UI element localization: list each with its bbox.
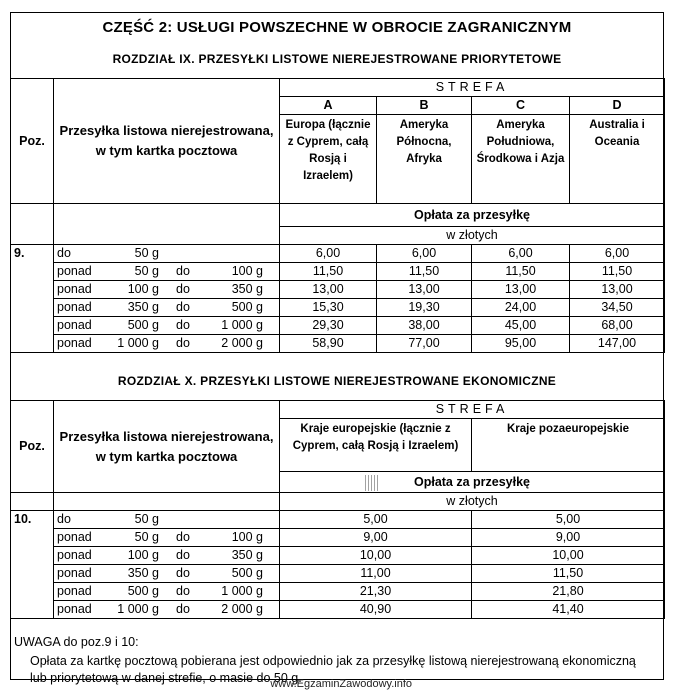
zone-letter: B (377, 97, 472, 115)
price-cell: 147,00 (570, 335, 665, 353)
price-cell: 41,40 (472, 601, 665, 619)
weight-range-part: 500 g (127, 584, 159, 598)
weight-range-part: 100 g (231, 264, 263, 278)
weight-range-part: 1 000 g (117, 336, 159, 350)
weight-range (54, 317, 280, 335)
watermark: www.EgzaminZawodowy.info (270, 678, 412, 690)
weight-range (54, 245, 280, 263)
weight-range-part: do (176, 336, 190, 350)
weight-range-part: do (176, 282, 190, 296)
table-row (11, 565, 665, 583)
weight-range-part: 350 g (231, 282, 263, 296)
price-cell: 19,30 (377, 299, 472, 317)
weight-range-part: 50 g (134, 264, 159, 278)
table-row (11, 299, 665, 317)
weight-range-part: ponad (57, 264, 92, 278)
weight-range-part: 100 g (127, 548, 159, 562)
weight-range (54, 529, 280, 547)
poz-number: 10. (11, 511, 54, 619)
weight-range-part: 1 000 g (221, 318, 263, 332)
price-cell: 11,50 (377, 263, 472, 281)
weight-range-part: 50 g (134, 512, 159, 526)
price-cell: 95,00 (472, 335, 570, 353)
table-row (11, 281, 665, 299)
price-cell: 24,00 (472, 299, 570, 317)
table-row (11, 529, 665, 547)
weight-range-part: do (176, 602, 190, 616)
poz-number: 9. (11, 245, 54, 353)
section-ix-title: ROZDZIAŁ IX. PRZESYŁKI LISTOWE NIEREJESTROWANE PRIORYTETOWE (112, 52, 562, 66)
price-cell: 34,50 (570, 299, 665, 317)
weight-range-part: 1 000 g (117, 602, 159, 616)
weight-range-part: 500 g (231, 300, 263, 314)
weight-range-part: ponad (57, 602, 92, 616)
price-cell: 29,30 (280, 317, 377, 335)
part-title: CZĘŚĆ 2: USŁUGI POWSZECHNE W OBROCIE ZAGRANICZNYM (102, 19, 572, 36)
poz-header: Poz. (11, 79, 54, 204)
weight-range (54, 547, 280, 565)
weight-range-part: ponad (57, 282, 92, 296)
zone-name: Ameryka Północna, Afryka (377, 115, 472, 204)
weight-range (54, 263, 280, 281)
weight-range-part: 50 g (134, 246, 159, 260)
strefa-header: STREFA (280, 401, 665, 419)
weight-range (54, 601, 280, 619)
weight-range-part: 100 g (127, 282, 159, 296)
zone-letter: D (570, 97, 665, 115)
weight-range-part: ponad (57, 530, 92, 544)
price-cell: 58,90 (280, 335, 377, 353)
weight-range-part: ponad (57, 548, 92, 562)
weight-range-part: ponad (57, 318, 92, 332)
price-cell: 6,00 (280, 245, 377, 263)
price-cell: 6,00 (472, 245, 570, 263)
weight-range-part: 2 000 g (221, 336, 263, 350)
price-cell: 40,90 (280, 601, 472, 619)
price-cell: 11,50 (570, 263, 665, 281)
zone-name: Kraje pozaeuropejskie (472, 419, 665, 472)
description-header: Przesyłka listowa nierejestrowana, w tym kartka pocztowa (54, 79, 280, 204)
table-row (11, 511, 665, 529)
weight-range-part: 350 g (231, 548, 263, 562)
price-cell: 21,80 (472, 583, 665, 601)
weight-range-part: 350 g (127, 566, 159, 580)
table-row (11, 245, 665, 263)
weight-range-part: ponad (57, 336, 92, 350)
price-cell: 6,00 (377, 245, 472, 263)
zone-letter: C (472, 97, 570, 115)
blank-cell (11, 204, 54, 245)
strefa-header: STREFA (280, 79, 665, 97)
fee-label: Opłata za przesyłkę (280, 204, 665, 227)
zone-letter: A (280, 97, 377, 115)
weight-range-part: do (176, 530, 190, 544)
price-cell: 21,30 (280, 583, 472, 601)
weight-range-part: do (176, 548, 190, 562)
weight-range-part: do (176, 318, 190, 332)
weight-range-part: 350 g (127, 300, 159, 314)
weight-range-part: do (57, 512, 71, 526)
price-cell: 9,00 (280, 529, 472, 547)
description-header: Przesyłka listowa nierejestrowana, w tym kartka pocztowa (54, 401, 280, 493)
price-cell: 77,00 (377, 335, 472, 353)
currency-label: w złotych (280, 493, 665, 511)
priority-letters-table (10, 78, 665, 353)
weight-range (54, 583, 280, 601)
weight-range-part: do (176, 300, 190, 314)
price-cell: 10,00 (472, 547, 665, 565)
price-cell: 13,00 (377, 281, 472, 299)
weight-range (54, 281, 280, 299)
price-cell: 13,00 (280, 281, 377, 299)
economy-letters-table (10, 400, 665, 619)
note-line-1: Opłata za kartkę pocztową pobierana jest odpowiednio jak za przesyłkę listową nierejestrowaną ekonomiczną (30, 654, 636, 668)
zone-name: Australia i Oceania (570, 115, 665, 204)
weight-range-part: do (176, 584, 190, 598)
price-cell: 11,50 (472, 263, 570, 281)
weight-range-part: 500 g (127, 318, 159, 332)
note-line-2: lub priorytetową w danej strefie, o masie do 50 g. (30, 671, 302, 685)
weight-range (54, 511, 280, 529)
price-cell: 15,30 (280, 299, 377, 317)
table-row (11, 601, 665, 619)
weight-range-part: 2 000 g (221, 602, 263, 616)
table-row (11, 317, 665, 335)
weight-range-part: do (57, 246, 71, 260)
price-cell: 5,00 (472, 511, 665, 529)
weight-range-part: 1 000 g (221, 584, 263, 598)
weight-range-part: do (176, 264, 190, 278)
price-cell: 6,00 (570, 245, 665, 263)
section-x-title: ROZDZIAŁ X. PRZESYŁKI LISTOWE NIEREJESTROWANE EKONOMICZNE (117, 374, 557, 388)
scan-code-mark (365, 475, 379, 491)
weight-range-part: ponad (57, 584, 92, 598)
poz-header: Poz. (11, 401, 54, 493)
fee-label: Opłata za przesyłkę (280, 472, 665, 493)
blank-cell (54, 204, 280, 245)
price-cell: 68,00 (570, 317, 665, 335)
table-row (11, 547, 665, 565)
price-cell: 11,00 (280, 565, 472, 583)
zone-name: Europa (łącznie z Cyprem, całą Rosją i Izraelem) (280, 115, 377, 204)
zone-name: Kraje europejskie (łącznie z Cyprem, całą Rosją i Izraelem) (280, 419, 472, 472)
price-cell: 5,00 (280, 511, 472, 529)
price-cell: 13,00 (472, 281, 570, 299)
note-title: UWAGA do poz.9 i 10: (14, 635, 139, 649)
blank-cell (11, 493, 54, 511)
price-cell: 10,00 (280, 547, 472, 565)
weight-range (54, 299, 280, 317)
weight-range-part: 50 g (134, 530, 159, 544)
zone-name: Ameryka Południowa, Środkowa i Azja (472, 115, 570, 204)
weight-range-part: 100 g (231, 530, 263, 544)
currency-label: w złotych (280, 227, 665, 245)
price-cell: 9,00 (472, 529, 665, 547)
weight-range-part: do (176, 566, 190, 580)
weight-range-part: ponad (57, 566, 92, 580)
price-cell: 38,00 (377, 317, 472, 335)
price-cell: 13,00 (570, 281, 665, 299)
price-cell: 11,50 (472, 565, 665, 583)
weight-range (54, 335, 280, 353)
table-row (11, 263, 665, 281)
weight-range-part: 500 g (231, 566, 263, 580)
price-cell: 45,00 (472, 317, 570, 335)
table-row (11, 335, 665, 353)
blank-cell (54, 493, 280, 511)
price-cell: 11,50 (280, 263, 377, 281)
table-row (11, 583, 665, 601)
weight-range-part: ponad (57, 300, 92, 314)
weight-range (54, 565, 280, 583)
